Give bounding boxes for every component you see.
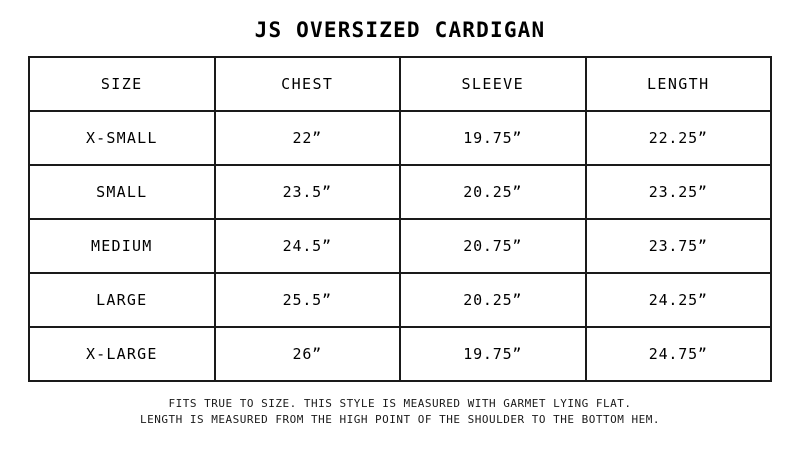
table-row bbox=[29, 327, 771, 381]
fit-note-line-2: LENGTH IS MEASURED FROM THE HIGH POINT OF THE SHOULDER TO THE BOTTOM HEM. bbox=[140, 412, 660, 426]
cell-size: X-LARGE bbox=[29, 327, 215, 381]
cell-chest: 24.5” bbox=[215, 219, 401, 273]
fit-notes bbox=[0, 382, 800, 428]
cell-size: MEDIUM bbox=[29, 219, 215, 273]
cell-length: 23.25” bbox=[586, 165, 772, 219]
cell-chest: 26” bbox=[215, 327, 401, 381]
table-body bbox=[29, 111, 771, 381]
table-row bbox=[29, 219, 771, 273]
table-row bbox=[29, 273, 771, 327]
cell-sleeve: 19.75” bbox=[400, 111, 586, 165]
cell-sleeve: 20.25” bbox=[400, 273, 586, 327]
fit-note-line-1: FITS TRUE TO SIZE. THIS STYLE IS MEASURED WITH GARMET LYING FLAT. bbox=[168, 397, 632, 410]
table-row bbox=[29, 111, 771, 165]
cell-size: X-SMALL bbox=[29, 111, 215, 165]
cell-chest: 22” bbox=[215, 111, 401, 165]
cell-chest: 25.5” bbox=[215, 273, 401, 327]
column-header-chest: CHEST bbox=[215, 57, 401, 111]
cell-length: 22.25” bbox=[586, 111, 772, 165]
cell-size: LARGE bbox=[29, 273, 215, 327]
column-header-sleeve: SLEEVE bbox=[400, 57, 586, 111]
size-chart-table-wrapper bbox=[0, 56, 800, 382]
table-row bbox=[29, 165, 771, 219]
column-header-length: LENGTH bbox=[586, 57, 772, 111]
cell-chest: 23.5” bbox=[215, 165, 401, 219]
table-header bbox=[29, 57, 771, 111]
cell-size: SMALL bbox=[29, 165, 215, 219]
size-chart-table bbox=[28, 56, 772, 382]
cell-length: 24.75” bbox=[586, 327, 772, 381]
cell-length: 23.75” bbox=[586, 219, 772, 273]
cell-length: 24.25” bbox=[586, 273, 772, 327]
column-header-size: SIZE bbox=[29, 57, 215, 111]
cell-sleeve: 20.75” bbox=[400, 219, 586, 273]
cell-sleeve: 19.75” bbox=[400, 327, 586, 381]
page-title: JS OVERSIZED CARDIGAN bbox=[254, 18, 546, 42]
table-header-row bbox=[29, 57, 771, 111]
cell-sleeve: 20.25” bbox=[400, 165, 586, 219]
